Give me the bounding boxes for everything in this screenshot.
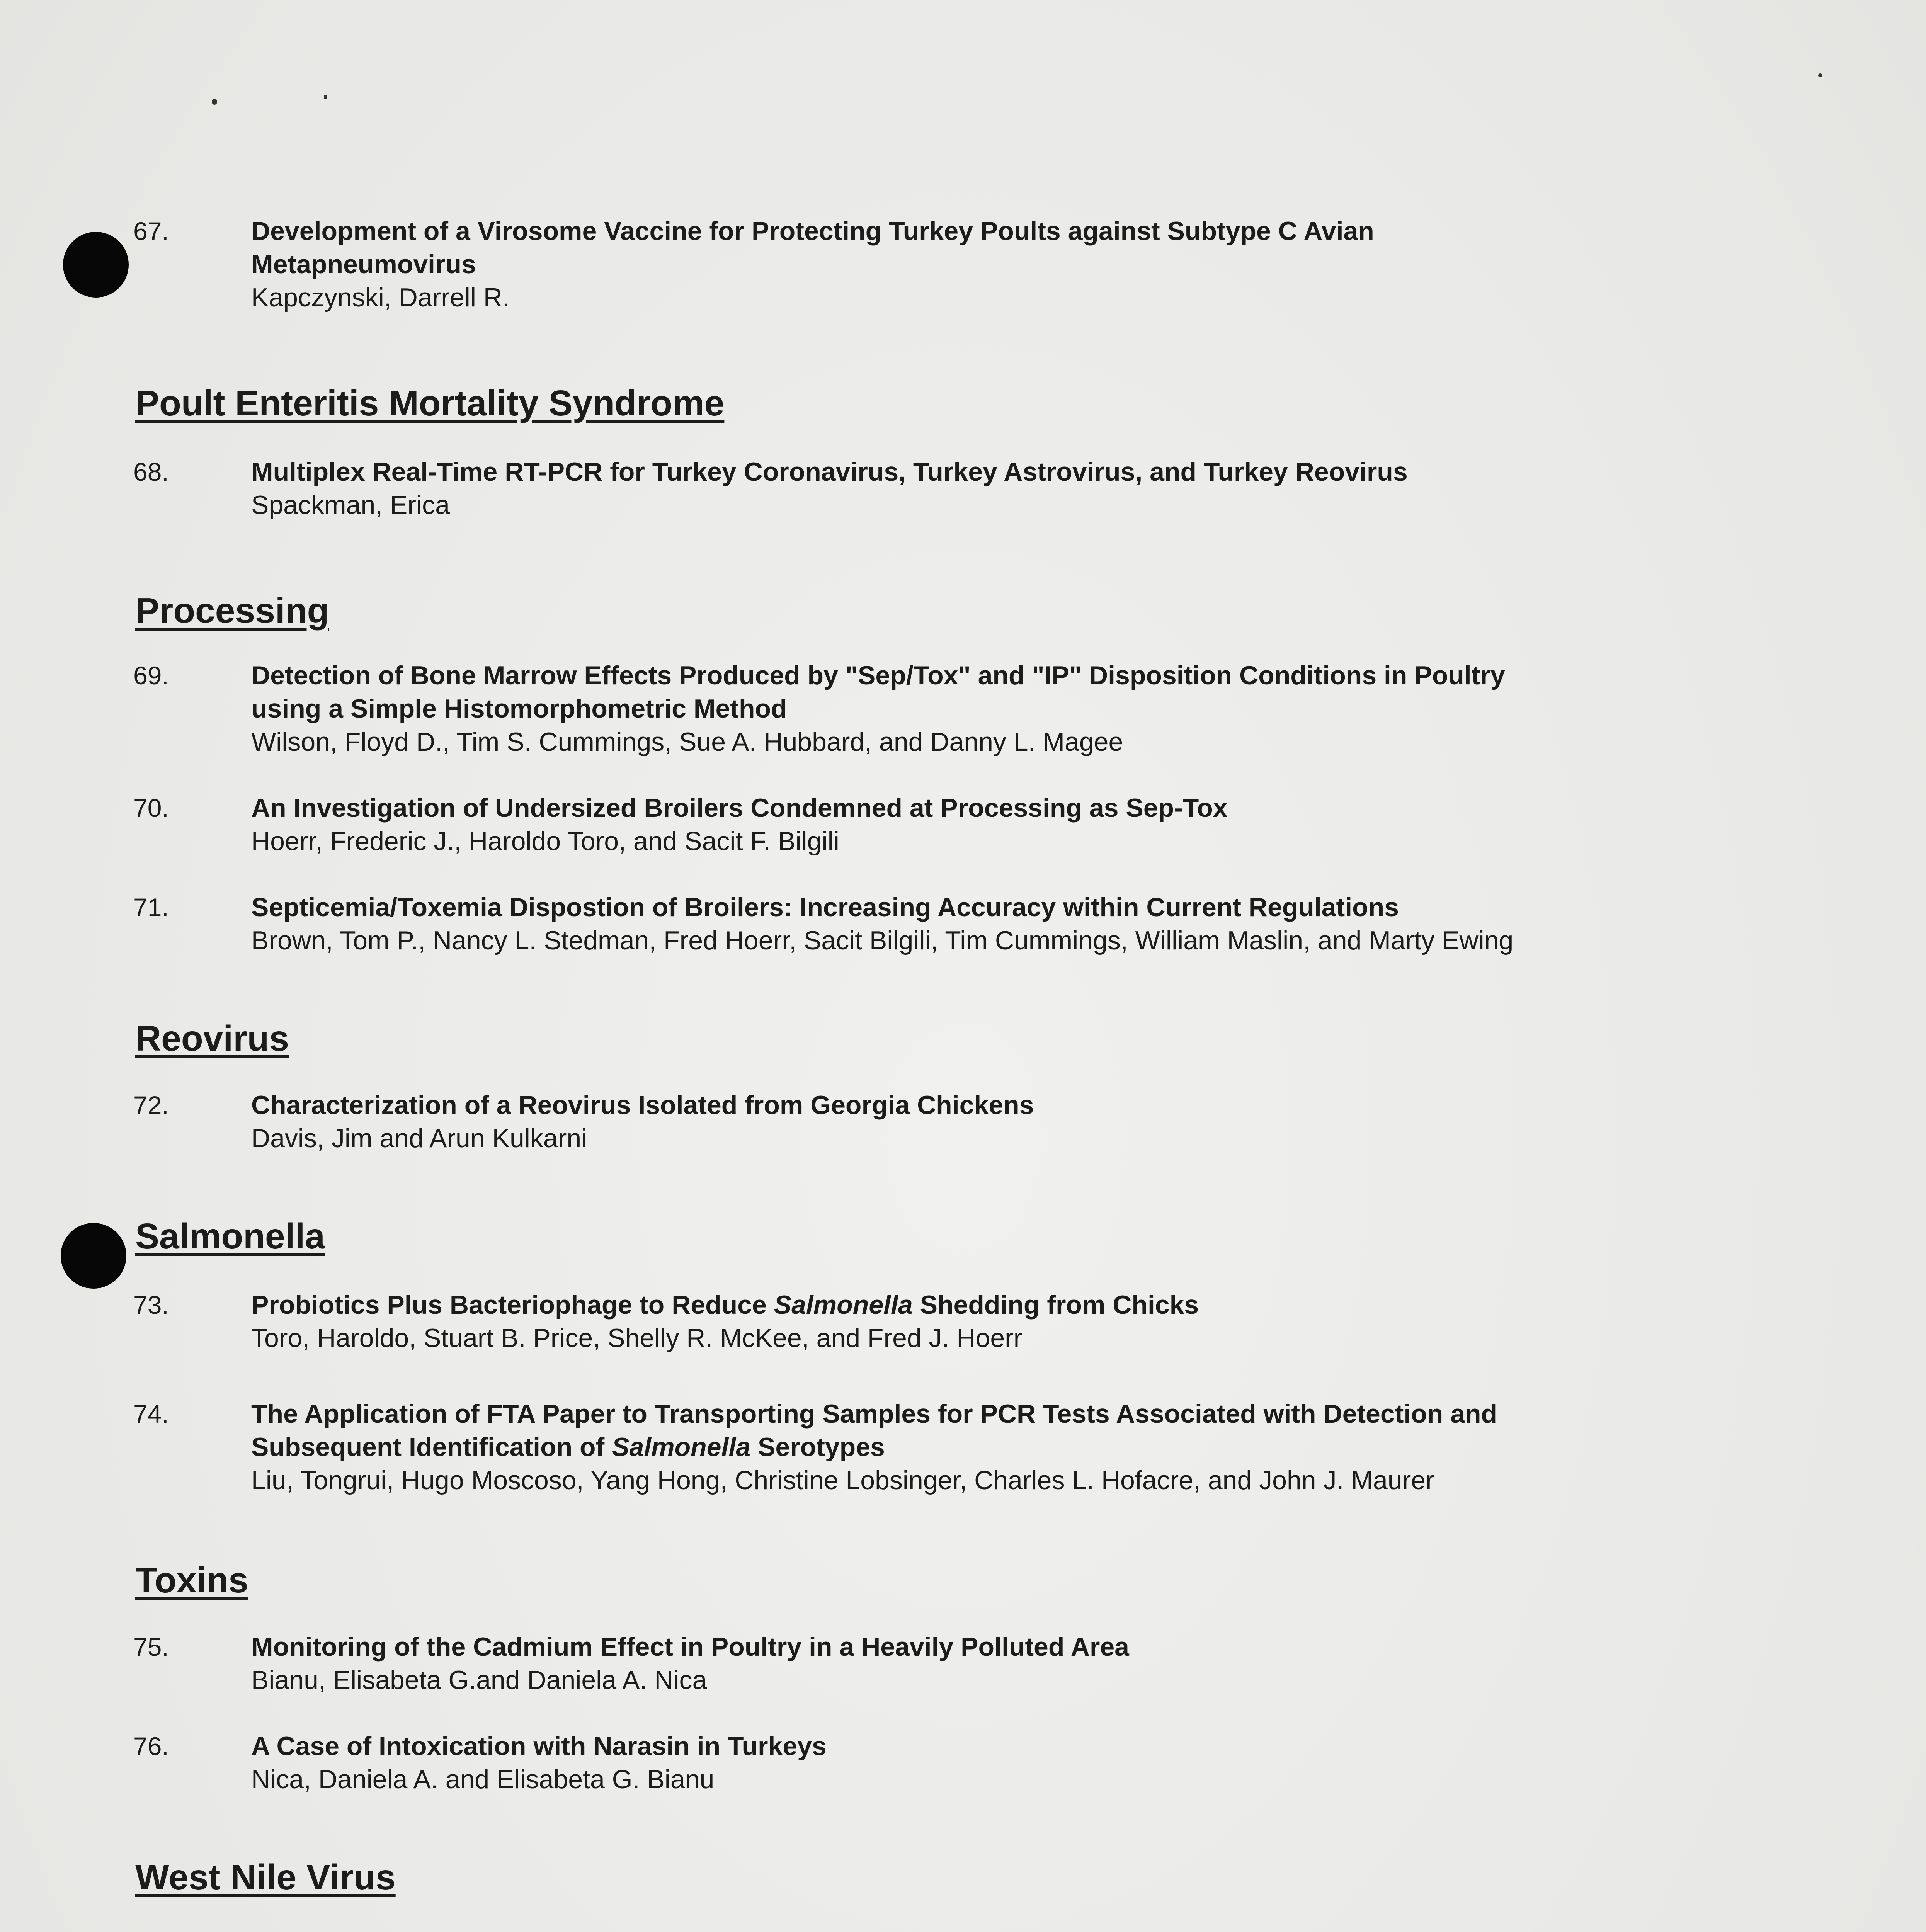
section-processing: [133, 589, 1872, 957]
entry-title: Septicemia/Toxemia Dispostion of Broilers: Increasing Accuracy within Current Regulations: [251, 893, 1399, 922]
entry-number: 71.: [133, 893, 169, 922]
entry-74: [133, 1397, 1872, 1497]
entry-number: 76.: [133, 1732, 169, 1760]
entry-number: 72.: [133, 1091, 169, 1119]
section-reovirus: [133, 1017, 1872, 1155]
entry-authors: Spackman, Erica: [251, 490, 450, 520]
punch-hole-top: [63, 232, 129, 298]
entry-number: 73.: [133, 1291, 169, 1319]
entry-73: [133, 1288, 1872, 1355]
entry-authors: Nica, Daniela A. and Elisabeta G. Bianu: [251, 1765, 715, 1794]
entry-authors: Brown, Tom P., Nancy L. Stedman, Fred Hoerr, Sacit Bilgili, Tim Cummings, William Maslin, and Marty Ewing: [251, 926, 1514, 955]
entry-authors: Toro, Haroldo, Stuart B. Price, Shelly R. McKee, and Fred J. Hoerr: [251, 1323, 1023, 1353]
abstract-index: [133, 214, 1872, 1932]
entry-number: 67.: [133, 217, 169, 245]
section-heading: West Nile Virus: [135, 1857, 396, 1897]
section-heading: Toxins: [135, 1560, 248, 1600]
section-west-nile: [133, 1856, 1872, 1932]
entry-number: 68.: [133, 457, 169, 486]
entry-authors: Davis, Jim and Arun Kulkarni: [251, 1124, 587, 1153]
entry-70: [133, 791, 1872, 858]
entry-67: [133, 214, 1872, 314]
scan-speck: [212, 99, 217, 105]
entry-71: [133, 891, 1872, 957]
entry-title: Development of a Virosome Vaccine for Protecting Turkey Poults against Subtype C Avian Metapneumovirus: [251, 216, 1374, 279]
scan-speck: [1818, 73, 1822, 77]
entry-title: Probiotics Plus Bacteriophage to Reduce Salmonella Shedding from Chicks: [251, 1290, 1199, 1320]
section-toxins: [133, 1559, 1872, 1796]
section-heading: Reovirus: [135, 1018, 289, 1058]
entry-authors: Liu, Tongrui, Hugo Moscoso, Yang Hong, Christine Lobsinger, Charles L. Hofacre, and John J. Maurer: [251, 1466, 1434, 1495]
entry-title: Monitoring of the Cadmium Effect in Poultry in a Heavily Polluted Area: [251, 1632, 1129, 1662]
entry-title: An Investigation of Undersized Broilers Condemned at Processing as Sep-Tox: [251, 793, 1228, 823]
entry-69: [133, 659, 1872, 759]
entry-authors: Wilson, Floyd D., Tim S. Cummings, Sue A. Hubbard, and Danny L. Magee: [251, 727, 1123, 757]
section-salmonella: [133, 1215, 1872, 1497]
entry-authors: Bianu, Elisabeta G.and Daniela A. Nica: [251, 1665, 707, 1695]
entry-authors: Hoerr, Frederic J., Haroldo Toro, and Sacit F. Bilgili: [251, 827, 839, 856]
entry-title: Detection of Bone Marrow Effects Produced by "Sep/Tox" and "IP" Disposition Conditions in Poultry using a Simple Histomorphometric Method: [251, 661, 1505, 723]
entry-68: [133, 455, 1872, 522]
entry-number: 70.: [133, 794, 169, 822]
entry-title: The Application of FTA Paper to Transporting Samples for PCR Tests Associated with Detection and Subsequent Identification of Salmonella Serotypes: [251, 1399, 1497, 1462]
entry-72: [133, 1088, 1872, 1155]
section-heading: Processing: [135, 590, 329, 631]
entry-75: [133, 1630, 1872, 1697]
entry-title: Characterization of a Reovirus Isolated from Georgia Chickens: [251, 1090, 1034, 1120]
scan-speck: [324, 95, 327, 99]
entry-title: Multiplex Real-Time RT-PCR for Turkey Coronavirus, Turkey Astrovirus, and Turkey Reovirus: [251, 457, 1408, 486]
section-continued: [133, 214, 1872, 314]
section-poult-enteritis: [133, 382, 1872, 522]
entry-number: 75.: [133, 1633, 169, 1661]
entry-number: 69.: [133, 661, 169, 690]
punch-hole-middle: [61, 1223, 126, 1289]
entry-title: A Case of Intoxication with Narasin in Turkeys: [251, 1731, 827, 1761]
entry-76: [133, 1730, 1872, 1796]
section-heading: Poult Enteritis Mortality Syndrome: [135, 383, 725, 423]
entry-number: 74.: [133, 1400, 169, 1428]
section-heading: Salmonella: [135, 1216, 325, 1256]
entry-authors: Kapczynski, Darrell R.: [251, 283, 510, 312]
